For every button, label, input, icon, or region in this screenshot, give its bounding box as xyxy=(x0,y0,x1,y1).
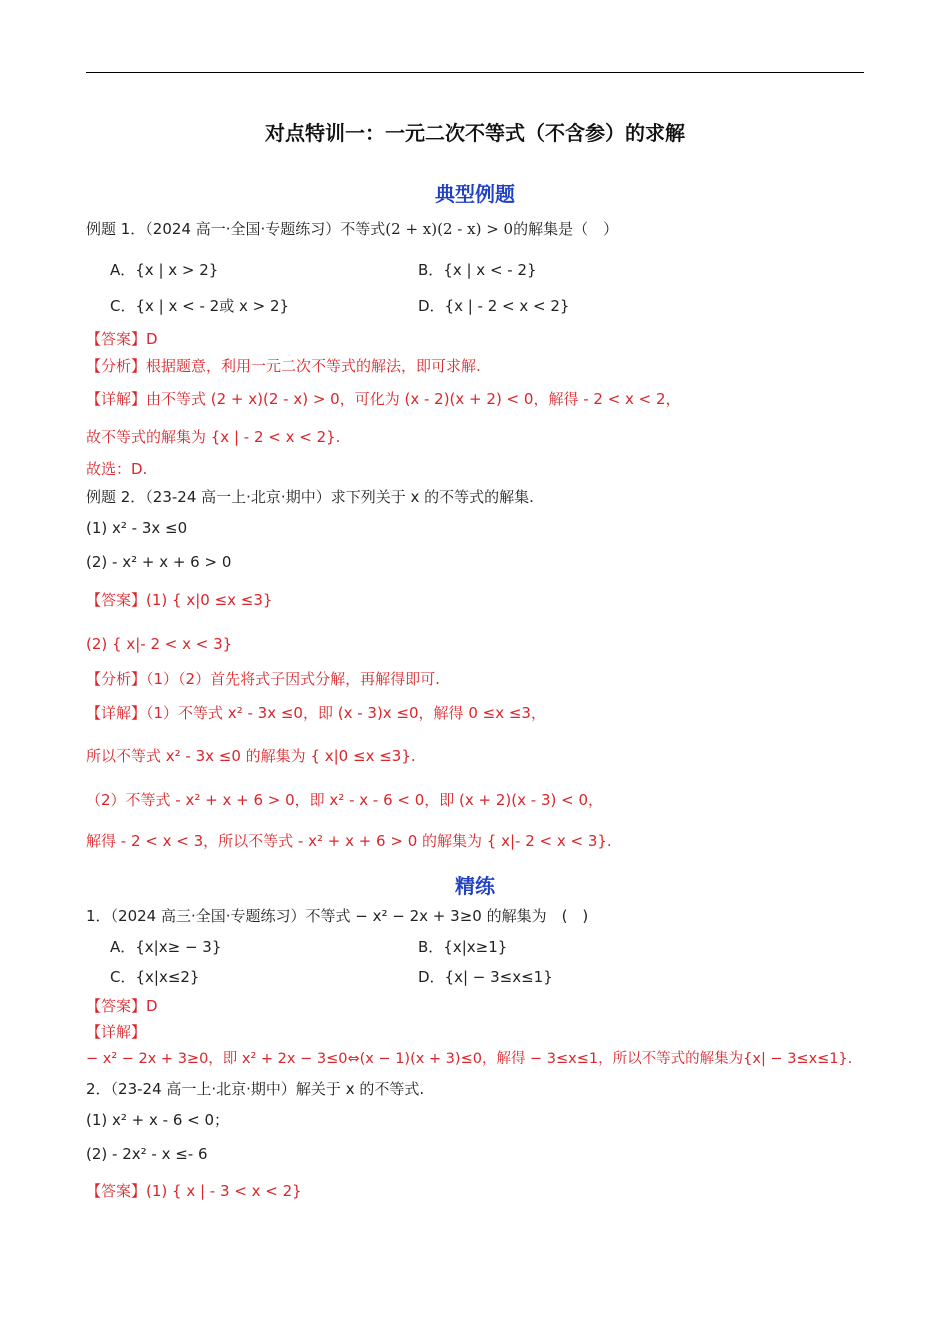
practice2-answer: 【答案】(1) { x | - 3 < x < 2} xyxy=(86,1182,302,1200)
example1-stem-math: (2 + x)(2 - x) > 0 xyxy=(385,220,514,238)
example2-detail-line4: 解得 - 2 < x < 3，所以不等式 - x² + x + 6 > 0 的解集为 { x|- 2 < x < 3}. xyxy=(86,832,612,850)
example1-analysis: 【分析】根据题意，利用一元二次不等式的解法，即可求解. xyxy=(86,357,481,375)
example1-option-b: B．{x | x < - 2} xyxy=(418,261,537,279)
page-title: 对点特训一：一元二次不等式（不含参）的求解 xyxy=(265,121,685,145)
example2-question1: (1) x² - 3x ≤0 xyxy=(86,519,188,537)
practice2-question1: (1) x² + x - 6 < 0； xyxy=(86,1111,230,1129)
practice1-option-c: C．{x|x≤2} xyxy=(110,968,200,986)
practice1-option-a: A．{x|x≥ − 3} xyxy=(110,938,222,956)
practice1-detail-label: 【详解】 xyxy=(86,1023,147,1041)
practice2-stem: 2．（23-24 高一上·北京·期中）解关于 x 的不等式. xyxy=(86,1080,425,1098)
practice2-question2: (2) - 2x² - x ≤- 6 xyxy=(86,1145,208,1163)
example1-stem-end: 的解集是（ ） xyxy=(513,220,619,238)
practice1-option-d: D．{x| − 3≤x≤1} xyxy=(418,968,553,986)
example1-option-a: A．{x | x > 2} xyxy=(110,261,219,279)
example2-stem: 例题 2．（23-24 高一上·北京·期中）求下列关于 x 的不等式的解集. xyxy=(86,488,534,506)
example2-detail-line1: 【详解】（1）不等式 x² - 3x ≤0，即 (x - 3)x ≤0，解得 0 ≤x ≤3， xyxy=(86,704,546,722)
example2-answer1: 【答案】(1) { x|0 ≤x ≤3} xyxy=(86,591,273,609)
example1-detail-line1: 【详解】由不等式 (2 + x)(2 - x) > 0，可化为 (x - 2)(x + 2) < 0，解得 - 2 < x < 2， xyxy=(86,390,681,408)
example1-choice: 故选：D. xyxy=(86,460,148,478)
example2-answer2: (2) { x|- 2 < x < 3} xyxy=(86,635,233,653)
practice1-answer: 【答案】D xyxy=(86,997,158,1015)
example1-stem xyxy=(86,218,618,240)
example2-question2: (2) - x² + x + 6 > 0 xyxy=(86,553,232,571)
example2-detail-line2: 所以不等式 x² - 3x ≤0 的解集为 { x|0 ≤x ≤3}. xyxy=(86,747,416,765)
practice1-detail: − x² − 2x + 3≥0，即 x² + 2x − 3≤0⇔(x − 1)(x + 3)≤0，解得 − 3≤x≤1，所以不等式的解集为{x| − 3≤x≤1}. xyxy=(86,1051,853,1067)
example1-answer: 【答案】D xyxy=(86,330,158,348)
section-typical-examples: 典型例题 xyxy=(435,182,515,206)
example2-detail-line3: （2）不等式 - x² + x + 6 > 0，即 x² - x - 6 < 0，即 (x + 2)(x - 3) < 0， xyxy=(86,791,604,809)
example1-option-c: C．{x | x < - 2或 x > 2} xyxy=(110,297,290,315)
practice1-stem: 1．（2024 高三·全国·专题练习）不等式 − x² − 2x + 3≥0 的解集为 ( ) xyxy=(86,907,589,925)
section-practice: 精练 xyxy=(455,874,495,898)
example1-stem-text: 例题 1．（2024 高一·全国·专题练习）不等式 xyxy=(86,220,386,238)
practice1-option-b: B．{x|x≥1} xyxy=(418,938,508,956)
header-rule xyxy=(86,72,864,73)
example1-option-d: D．{x | - 2 < x < 2} xyxy=(418,297,570,315)
example1-detail-line2: 故不等式的解集为 {x | - 2 < x < 2}. xyxy=(86,428,341,446)
example2-analysis: 【分析】（1）（2）首先将式子因式分解，再解得即可. xyxy=(86,670,440,688)
